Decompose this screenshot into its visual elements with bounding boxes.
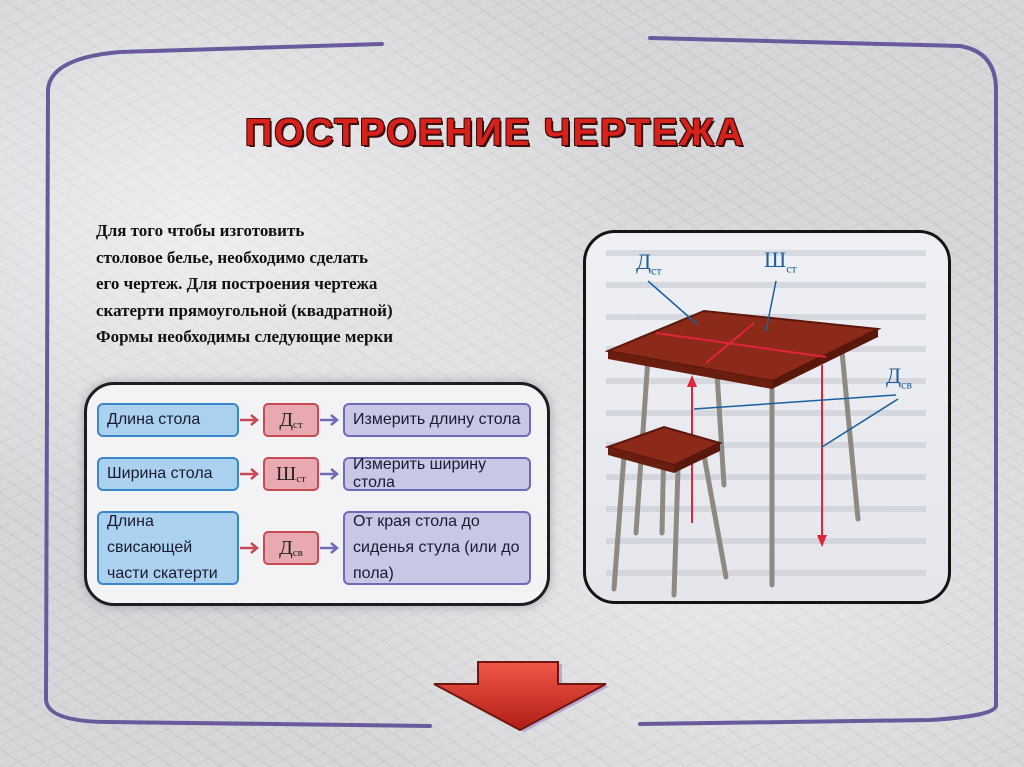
measurement-row-width xyxy=(97,457,531,491)
table-drawing xyxy=(586,233,948,601)
label-d-sv: $Д_{св}$ xyxy=(886,363,913,392)
row-description: Измерить ширину стола xyxy=(343,457,531,491)
page-title: ПОСТРОЕНИЕ ЧЕРТЕЖА xyxy=(244,112,746,154)
label-d-st: $Д_{ст}$ xyxy=(636,249,662,278)
right-arrow-icon xyxy=(319,410,343,430)
measurement-row-length xyxy=(97,403,531,437)
row-label: Ширина стола xyxy=(97,457,239,491)
row-label: Длина свисающей части скатерти xyxy=(97,511,239,585)
measure-code: Ш $_{ст}$ xyxy=(263,457,319,491)
down-arrow-icon[interactable] xyxy=(428,654,628,734)
label-sh-st: $Ш_{ст}$ xyxy=(764,247,797,276)
measurement-row-overhang xyxy=(97,511,531,585)
measurements-panel xyxy=(84,382,550,606)
right-arrow-icon xyxy=(239,538,263,558)
measure-code: Д $_{ст}$ xyxy=(263,403,319,437)
row-description: Измерить длину стола xyxy=(343,403,531,437)
right-arrow-icon xyxy=(319,538,343,558)
right-arrow-icon xyxy=(239,464,263,484)
row-label: Длина стола xyxy=(97,403,239,437)
intro-paragraph: Для того чтобы изготовить столовое белье, необходимо сделать его чертеж. Для построения чертежа скатерти прямоугольной (квадратной) Формы необходимы следующие мерки xyxy=(96,221,394,346)
table-illustration xyxy=(583,230,951,604)
measure-code: Д $_{св}$ xyxy=(263,531,319,565)
right-arrow-icon xyxy=(239,410,263,430)
right-arrow-icon xyxy=(319,464,343,484)
row-description: От края стола до сиденья стула (или до пола) xyxy=(343,511,531,585)
